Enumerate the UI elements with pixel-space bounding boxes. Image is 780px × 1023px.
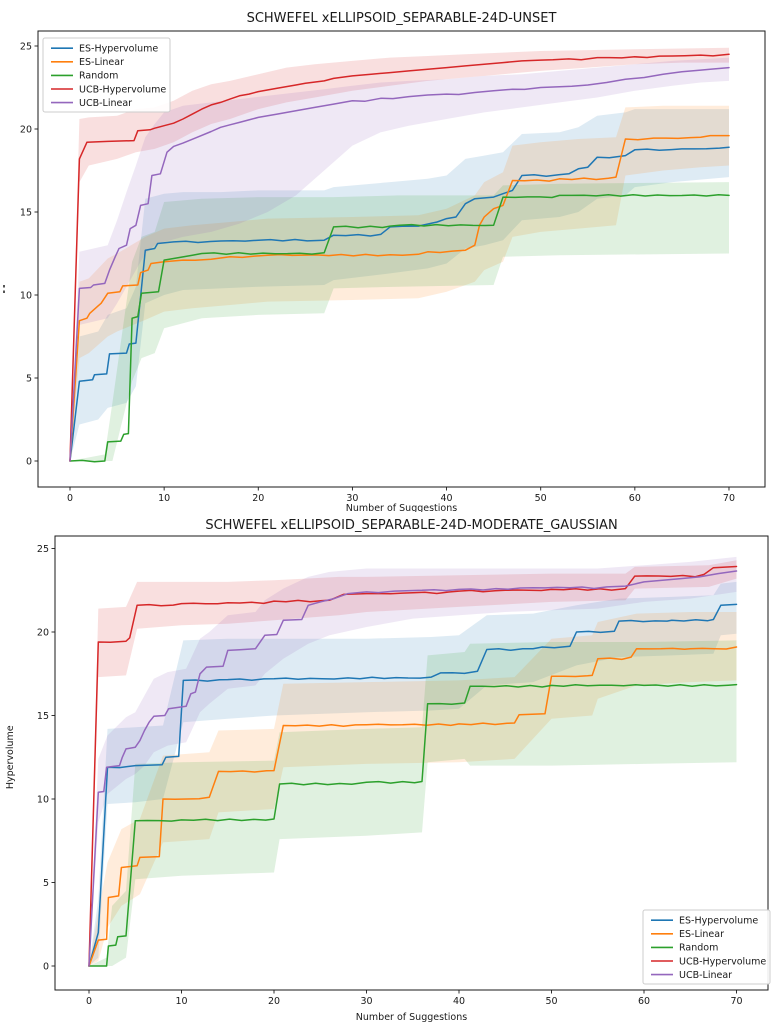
clipped-ylabel-artifact xyxy=(3,285,5,288)
clipped-ylabel-artifact xyxy=(3,291,5,294)
legend-label: ES-Linear xyxy=(79,57,124,69)
y-tick-label: 0 xyxy=(42,961,49,973)
y-tick-label: 0 xyxy=(25,456,32,468)
x-tick-label: 50 xyxy=(534,493,547,504)
x-tick-label: 20 xyxy=(267,996,281,1007)
x-tick-label: 0 xyxy=(66,493,74,504)
y-tick-label: 10 xyxy=(36,794,49,806)
y-tick-label: 25 xyxy=(36,543,49,555)
y-tick-label: 20 xyxy=(19,124,32,136)
x-tick-label: 0 xyxy=(85,996,93,1007)
legend-label: UCB-Hypervolume xyxy=(79,84,167,96)
x-tick-label: 10 xyxy=(158,493,171,504)
x-tick-label: 40 xyxy=(452,996,466,1007)
x-tick-label: 70 xyxy=(722,493,736,504)
x-tick-label: 60 xyxy=(628,493,641,504)
legend-label: ES-Hypervolume xyxy=(679,915,759,927)
x-tick-label: 70 xyxy=(730,996,743,1007)
x-tick-label: 40 xyxy=(440,493,453,504)
figure-bottom xyxy=(0,512,780,1023)
y-tick-label: 10 xyxy=(19,290,32,302)
chart-title: SCHWEFEL xELLIPSOID_SEPARABLE-24D-MODERATE_GAUSSIAN xyxy=(205,518,618,533)
x-tick-label: 10 xyxy=(175,996,188,1007)
y-tick-label: 15 xyxy=(19,207,32,219)
x-tick-label: 50 xyxy=(545,996,558,1007)
x-axis-label: Number of Suggestions xyxy=(355,1012,468,1023)
y-axis-label: Hypervolume xyxy=(5,725,16,790)
legend-label: UCB-Linear xyxy=(79,97,133,109)
x-tick-label: 30 xyxy=(346,493,359,504)
legend xyxy=(43,38,170,112)
legend-label: UCB-Linear xyxy=(679,969,733,981)
y-tick-label: 5 xyxy=(42,877,49,889)
y-tick-label: 5 xyxy=(25,373,32,385)
x-tick-label: 60 xyxy=(637,996,651,1007)
legend-label: Random xyxy=(679,942,719,954)
bottom-chart-canvas xyxy=(0,512,780,1023)
x-tick-label: 20 xyxy=(252,493,265,504)
legend xyxy=(643,910,770,984)
x-tick-label: 30 xyxy=(360,996,373,1007)
legend-label: ES-Linear xyxy=(679,929,724,941)
x-axis-label: Number of Suggestions xyxy=(345,503,458,512)
legend-label: ES-Hypervolume xyxy=(79,43,159,55)
legend-label: Random xyxy=(79,70,119,82)
y-tick-label: 25 xyxy=(19,41,32,53)
y-tick-label: 20 xyxy=(36,627,49,639)
legend-label: UCB-Hypervolume xyxy=(679,956,767,968)
chart-title: SCHWEFEL xELLIPSOID_SEPARABLE-24D-UNSET xyxy=(246,11,557,26)
y-tick-label: 15 xyxy=(36,710,49,722)
